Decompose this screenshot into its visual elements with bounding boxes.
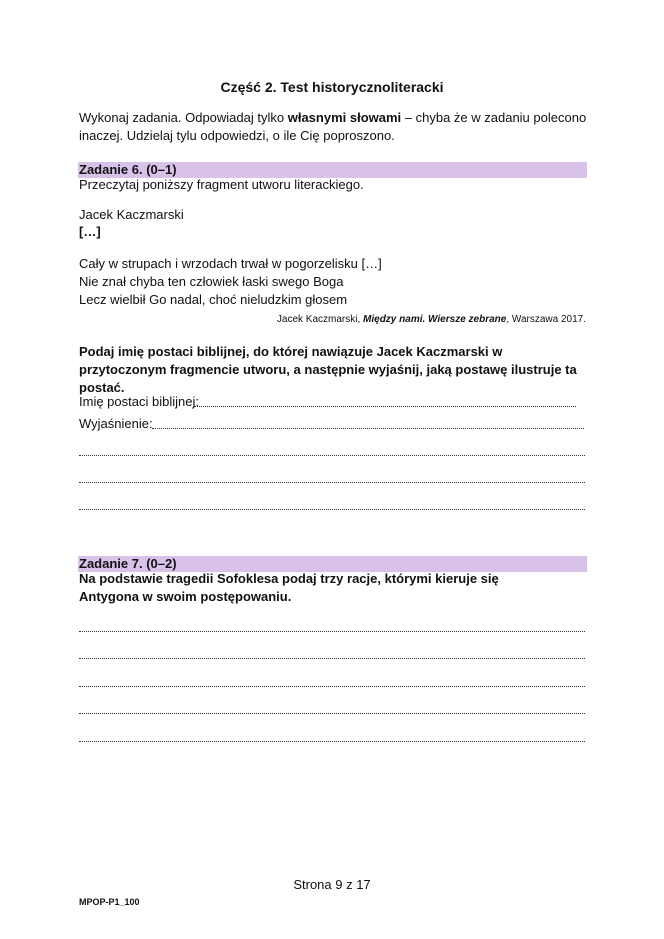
poem-ellipsis: […] xyxy=(79,224,101,239)
answer-line-name[interactable] xyxy=(194,406,576,407)
task6-question: Podaj imię postaci biblijnej, do której nawiązuje Jacek Kaczmarski w przytoczonym fragmencie utworu, a następnie wyjaśnij, jaką postawę ilustruje ta postać. xyxy=(79,344,577,395)
page-number: Strona 9 z 17 xyxy=(293,877,371,892)
source-place: , Warszawa 2017. xyxy=(506,314,586,325)
poem-author: Jacek Kaczmarski xyxy=(79,207,184,222)
answer-line[interactable] xyxy=(79,509,585,510)
instructions-bold: własnymi słowami xyxy=(287,110,402,125)
answer-line[interactable] xyxy=(79,686,585,687)
poem-line: Nie znał chyba ten człowiek łaski swego Boga xyxy=(79,274,344,289)
task6-header: Zadanie 6. (0–1) xyxy=(79,162,177,177)
answer-line-explain[interactable] xyxy=(152,428,584,429)
poem-fragment xyxy=(79,255,382,309)
answer-line[interactable] xyxy=(79,658,585,659)
task7-question: Na podstawie tragedii Sofoklesa podaj trzy racje, którymi kieruje się Antygona w swoim postępowaniu. xyxy=(79,571,499,604)
answer-line[interactable] xyxy=(79,741,585,742)
source-title: Między nami. Wiersze zebrane xyxy=(363,314,507,325)
answer-label-explain: Wyjaśnienie: xyxy=(79,416,153,431)
answer-line[interactable] xyxy=(79,713,585,714)
task6-prompt: Przeczytaj poniższy fragment utworu literackiego. xyxy=(79,177,364,192)
page-title: Część 2. Test historycznoliteracki xyxy=(220,79,444,95)
answer-line[interactable] xyxy=(79,482,585,483)
poem-line: Cały w strupach i wrzodach trwał w pogorzelisku […] xyxy=(79,256,382,271)
poem-source xyxy=(277,314,586,325)
instructions xyxy=(79,109,589,145)
answer-line[interactable] xyxy=(79,631,585,632)
instructions-text-1: Wykonaj zadania. Odpowiadaj tylko xyxy=(79,110,288,125)
instructions-text-2: – chyba że w zadaniu polecono inaczej. Udzielaj tylu odpowiedzi, o ile Cię poproszono. xyxy=(79,110,587,143)
answer-label-name: Imię postaci biblijnej: xyxy=(79,394,199,409)
answer-line[interactable] xyxy=(79,455,585,456)
source-author: Jacek Kaczmarski, xyxy=(276,314,364,325)
task7-header: Zadanie 7. (0–2) xyxy=(79,556,177,571)
task6-header-bar xyxy=(78,162,587,178)
poem-line: Lecz wielbił Go nadal, choć nieludzkim głosem xyxy=(79,292,348,307)
document-code: MPOP-P1_100 xyxy=(79,897,140,907)
